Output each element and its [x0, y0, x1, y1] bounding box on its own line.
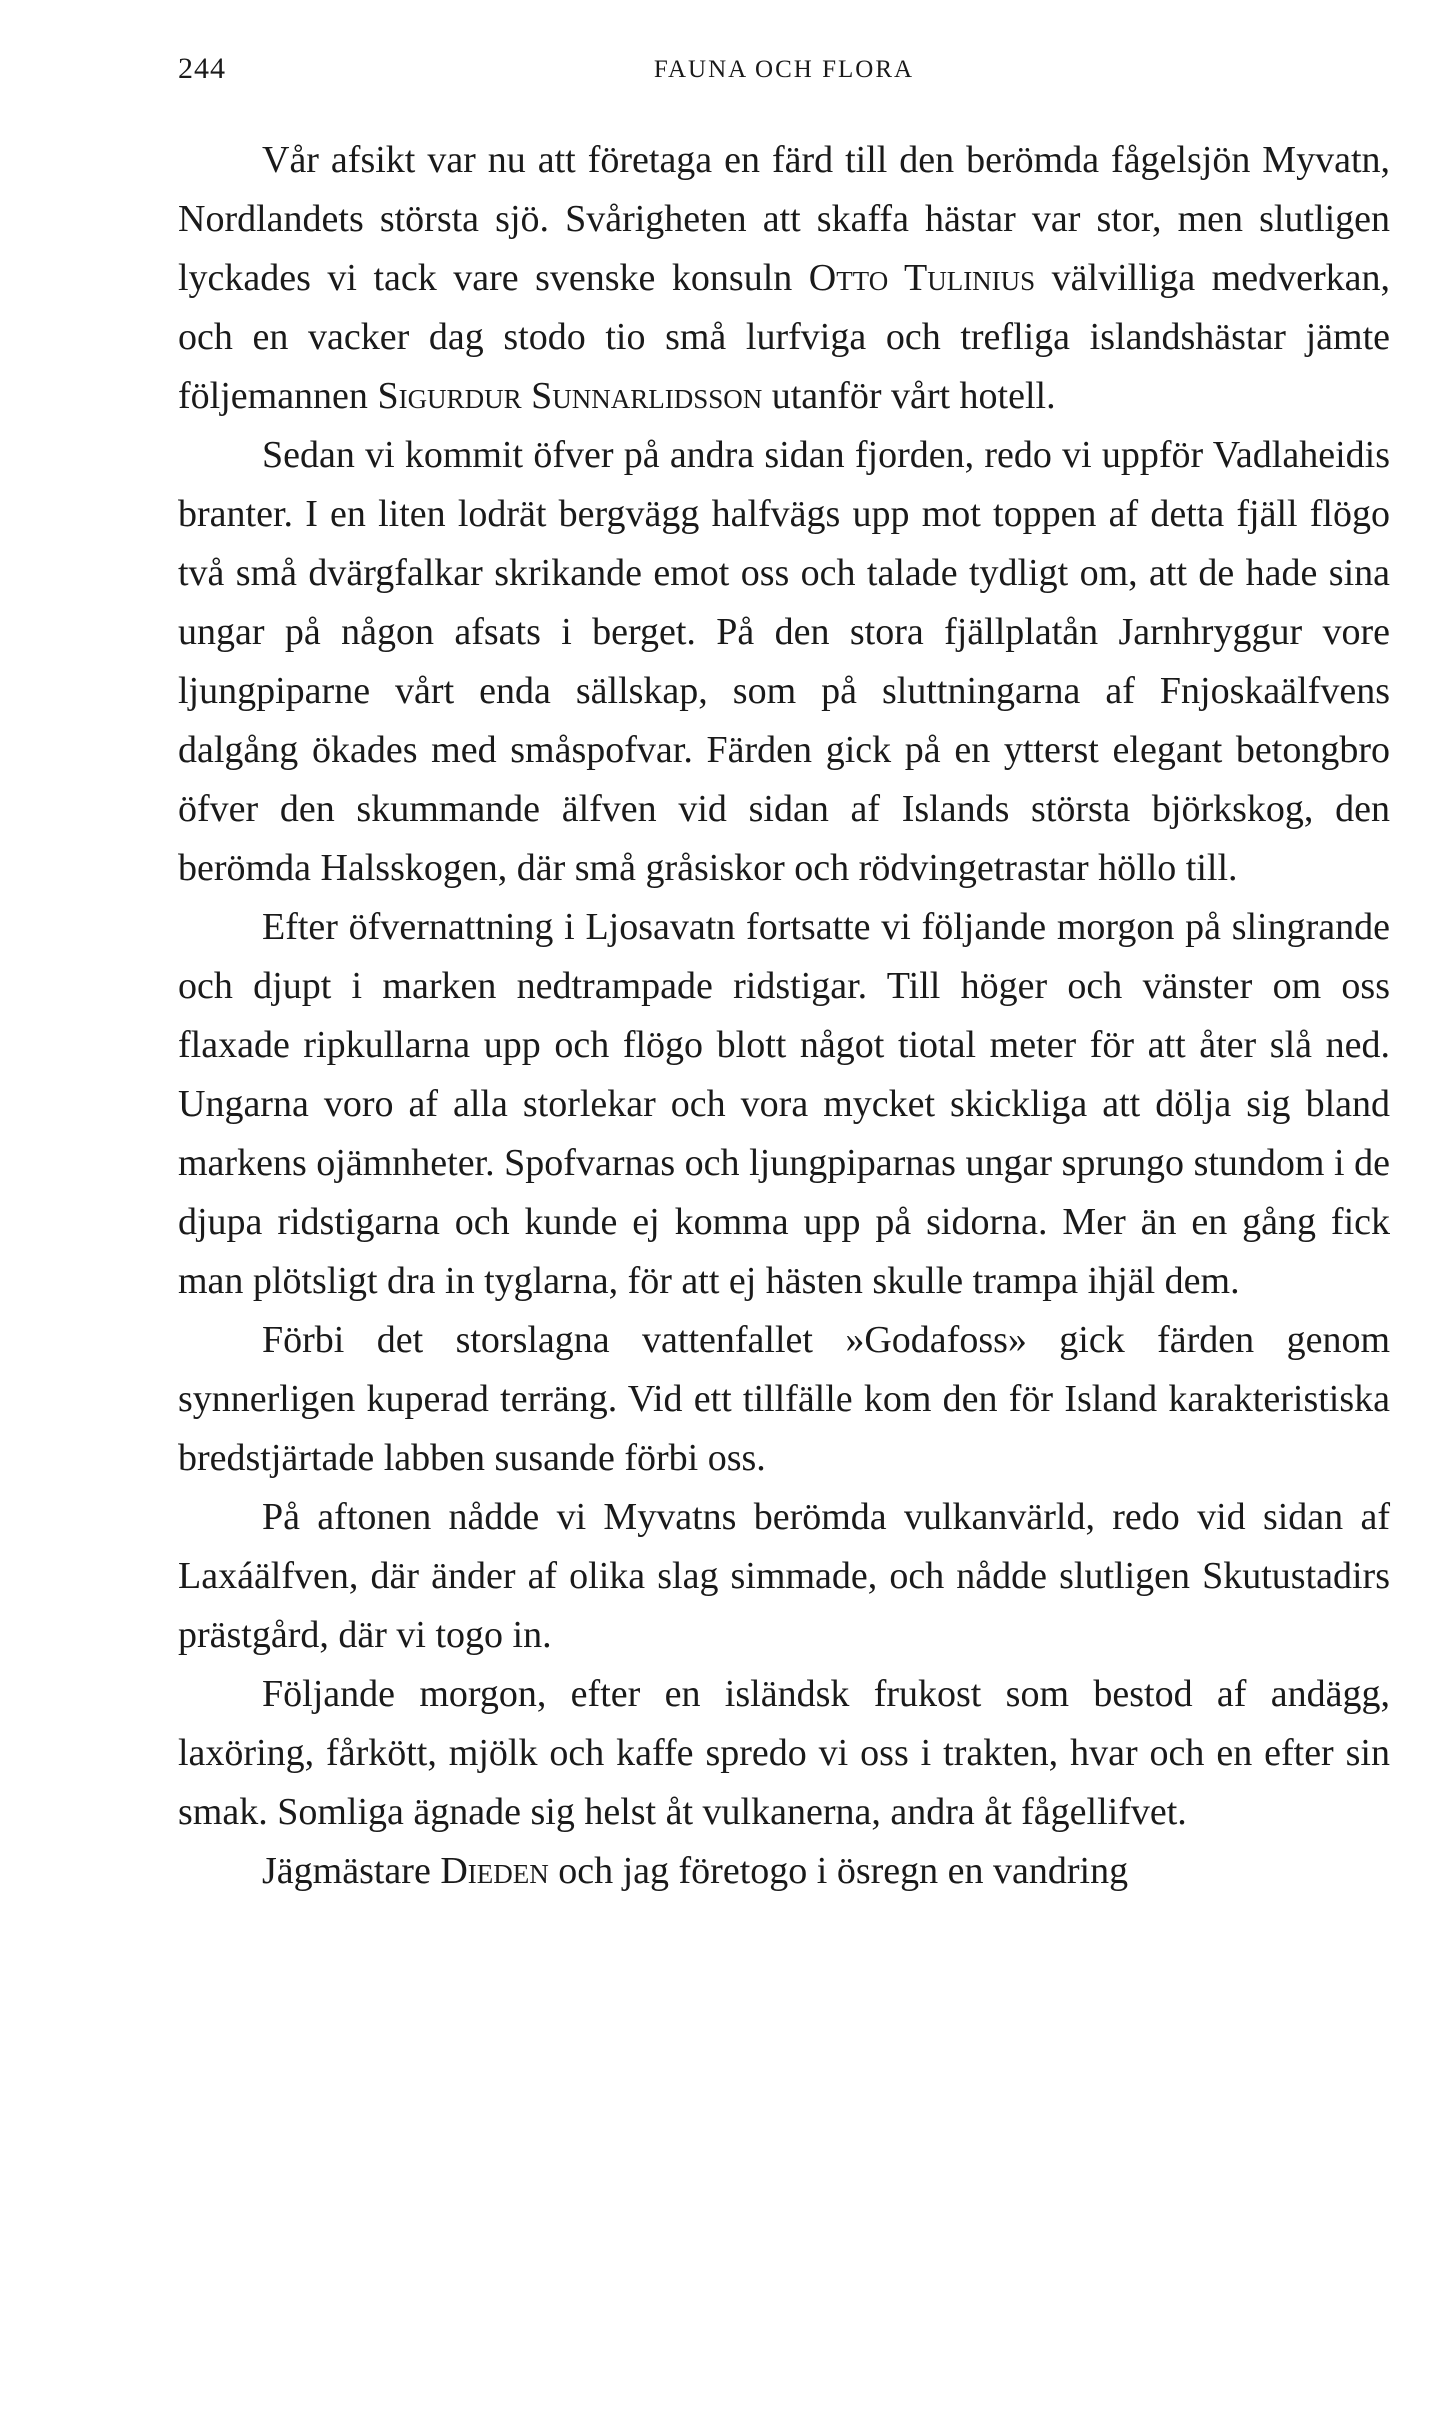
paragraph-text: På aftonen nådde vi Myvatns berömda vulkanvärld, redo vid sidan af Laxáälfven, där änder af olika slag simmade, och nådde slutligen Skutustadirs prästgård, där vi togo in.	[178, 1496, 1390, 1656]
name-otto-tulinius: Otto Tulinius	[808, 257, 1036, 299]
paragraph-5	[178, 1488, 1390, 1665]
paragraph-text: välvilliga medverkan, och en vacker dag stodo tio små lurfviga och trefliga islandshästar jämte följemannen	[178, 257, 1390, 417]
body-text	[178, 131, 1390, 1901]
paragraph-text: Följande morgon, efter en isländsk frukost som bestod af andägg, laxöring, fårkött, mjölk och kaffe spredo vi oss i trakten, hvar och en efter sin smak. Somliga ägnade sig helst åt vulkanerna, andra åt fågellifvet.	[178, 1673, 1390, 1833]
running-title: FAUNA OCH FLORA	[653, 56, 915, 83]
paragraph-text: utanför vårt hotell.	[762, 375, 1056, 417]
paragraph-6	[178, 1665, 1390, 1842]
paragraph-text: Efter öfvernattning i Ljosavatn fortsatte vi följande morgon på slingrande och djupt i marken nedtrampade ridstigar. Till höger och vänster om oss flaxade ripkullarna upp och flögo blott något tiotal meter för att åter slå ned. Ungarna voro af alla storlekar och vora mycket skickliga att dölja sig bland markens ojämnheter. Spofvarnas och ljungpiparnas ungar sprungo stundom i de djupa ridstigarna och kunde ej komma upp på sidorna. Mer än en gång fick man plötsligt dra in tyglarna, för att ej hästen skulle trampa ihjäl dem.	[178, 906, 1390, 1302]
name-sigurdur-sunnarlidsson: Sigurdur Sunnarlidsson	[377, 375, 763, 417]
paragraph-2	[178, 426, 1390, 898]
paragraph-text: Förbi det storslagna vattenfallet »Godafoss» gick färden genom synnerligen kuperad terräng. Vid ett tillfälle kom den för Island karakteristiska bredstjärtade labben susande förbi oss.	[178, 1319, 1390, 1479]
paragraph-text: Vår afsikt var nu att företaga en färd till den berömda fågelsjön Myvatn, Nordlandets största sjö. Svårigheten att skaffa hästar var stor, men slutligen lyckades vi tack vare svenske konsuln	[178, 139, 1390, 299]
name-dieden: Dieden	[440, 1850, 549, 1892]
paragraph-3	[178, 898, 1390, 1311]
paragraph-7	[178, 1842, 1390, 1901]
paragraph-text: Sedan vi kommit öfver på andra sidan fjorden, redo vi uppför Vadlaheidis branter. I en liten lodrät bergvägg halfvägs upp mot toppen af detta fjäll flögo två små dvärgfalkar skrikande emot oss och talade tydligt om, att de hade sina ungar på någon afsats i berget. På den stora fjällplatån Jarnhryggur vore ljungpiparne vårt enda sällskap, som på sluttningarna af Fnjoskaälfvens dalgång ökades med småspofvar. Färden gick på en ytterst elegant betongbro öfver den skummande älfven vid sidan af Islands största björkskog, den berömda Halsskogen, där små gråsiskor och rödvingetrastar höllo till.	[178, 434, 1390, 889]
paragraph-text: Jägmästare	[262, 1850, 441, 1892]
running-head	[178, 52, 1390, 92]
paragraph-4	[178, 1311, 1390, 1488]
paragraph-text: och jag företogo i ösregn en vandring	[548, 1850, 1129, 1892]
page-number: 244	[178, 52, 226, 85]
paragraph-1	[178, 131, 1390, 426]
